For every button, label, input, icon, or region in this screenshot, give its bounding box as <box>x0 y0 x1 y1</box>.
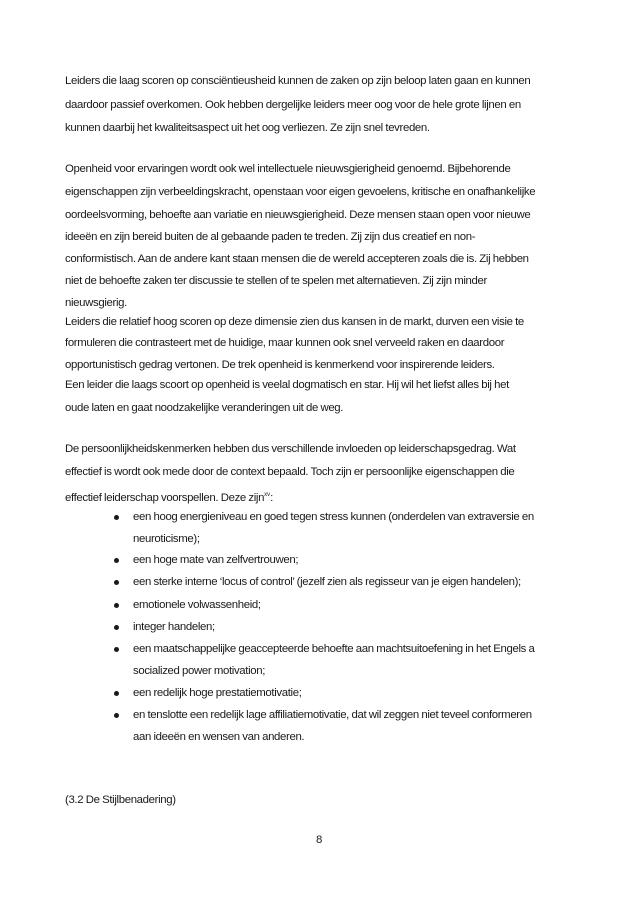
list-item-text: integer handelen; <box>133 621 215 633</box>
list-item-text: een redelijk hoge prestatiemotivatie; <box>133 687 302 699</box>
list-item-text: een maatschappelijke geaccepteerde behoefte aan machtsuitoefening in het Engels a <box>133 643 535 655</box>
bullet-icon <box>114 558 119 563</box>
text-line: Leiders die relatief hoog scoren op deze dimensie zien dus kansen in de markt, durven een visie te <box>65 316 524 328</box>
bullet-icon <box>114 647 119 652</box>
text-line: kunnen daarbij het kwaliteitsaspect uit het oog verliezen. Ze zijn snel tevreden. <box>65 122 430 134</box>
text-line: Openheid voor ervaringen wordt ook wel intellectuele nieuwsgierigheid genoemd. Bijbehorende <box>65 163 511 175</box>
list-item-text: aan ideeën en wensen van anderen. <box>133 731 305 743</box>
bullet-icon <box>114 691 119 696</box>
text-span: effectief leiderschap voorspellen. Deze zijn <box>65 492 265 504</box>
list-item-text: een hoog energieniveau en goed tegen stress kunnen (onderdelen van extraversie en <box>133 511 534 523</box>
bullet-icon <box>114 515 119 520</box>
text-line: Leiders die laag scoren op consciëntieusheid kunnen de zaken op zijn beloop laten gaan en kunnen <box>65 75 531 87</box>
footnote-reference: xv <box>264 492 271 498</box>
list-item-text: en tenslotte een redelijk lage affiliatiemotivatie, dat wil zeggen niet teveel conformeren <box>133 709 532 721</box>
bullet-icon <box>114 625 119 630</box>
list-item-text: een hoge mate van zelfvertrouwen; <box>133 554 299 566</box>
page-number: 8 <box>316 834 322 846</box>
list-item-text: neuroticisme); <box>133 533 200 545</box>
bullet-icon <box>114 603 119 608</box>
section-heading: (3.2 De Stijlbenadering) <box>65 794 176 806</box>
text-line <box>65 488 273 505</box>
text-line: daardoor passief overkomen. Ook hebben dergelijke leiders meer oog voor de hele grote lijnen en <box>65 99 521 111</box>
list-item-text: emotionele volwassenheid; <box>133 599 261 611</box>
text-line: ideeën en zijn bereid buiten de al gebaande paden te treden. Zij zijn dus creatief en non- <box>65 231 476 243</box>
text-line: oordeelsvorming, behoefte aan variatie en nieuwsgierigheid. Deze mensen staan open voor nieuwe <box>65 209 531 221</box>
text-line: eigenschappen zijn verbeeldingskracht, openstaan voor eigen gevoelens, kritische en onafhankelijke <box>65 186 536 198</box>
text-line: opportunistisch gedrag vertonen. De trek openheid is kenmerkend voor inspirerende leiders. <box>65 359 495 371</box>
list-item-text: een sterke interne ‘locus of control’ (jezelf zien als regisseur van je eigen handelen); <box>133 576 521 588</box>
text-line: niet de behoefte zaken ter discussie te stellen of te spelen met alternatieven. Zij zijn minder <box>65 275 487 287</box>
text-line: Een leider die laags scoort op openheid is veelal dogmatisch en star. Hij wil het liefst alles bij het <box>65 379 509 391</box>
text-line: De persoonlijkheidskenmerken hebben dus verschillende invloeden op leiderschapsgedrag. Wat <box>65 443 516 455</box>
bullet-icon <box>114 713 119 718</box>
text-line: conformistisch. Aan de andere kant staan mensen die de wereld accepteren zoals die is. Zij hebben <box>65 253 529 265</box>
bullet-icon <box>114 580 119 585</box>
text-span: : <box>270 492 273 504</box>
text-line: oude laten en gaat noodzakelijke veranderingen uit de weg. <box>65 402 344 414</box>
text-line: nieuwsgierig. <box>65 297 127 309</box>
list-item-text: socialized power motivation; <box>133 665 266 677</box>
text-line: formuleren die contrasteert met de huidige, maar kunnen ook snel verveeld raken en daardoor <box>65 337 505 349</box>
text-line: effectief is wordt ook mede door de context bepaald. Toch zijn er persoonlijke eigenschappen die <box>65 466 515 478</box>
